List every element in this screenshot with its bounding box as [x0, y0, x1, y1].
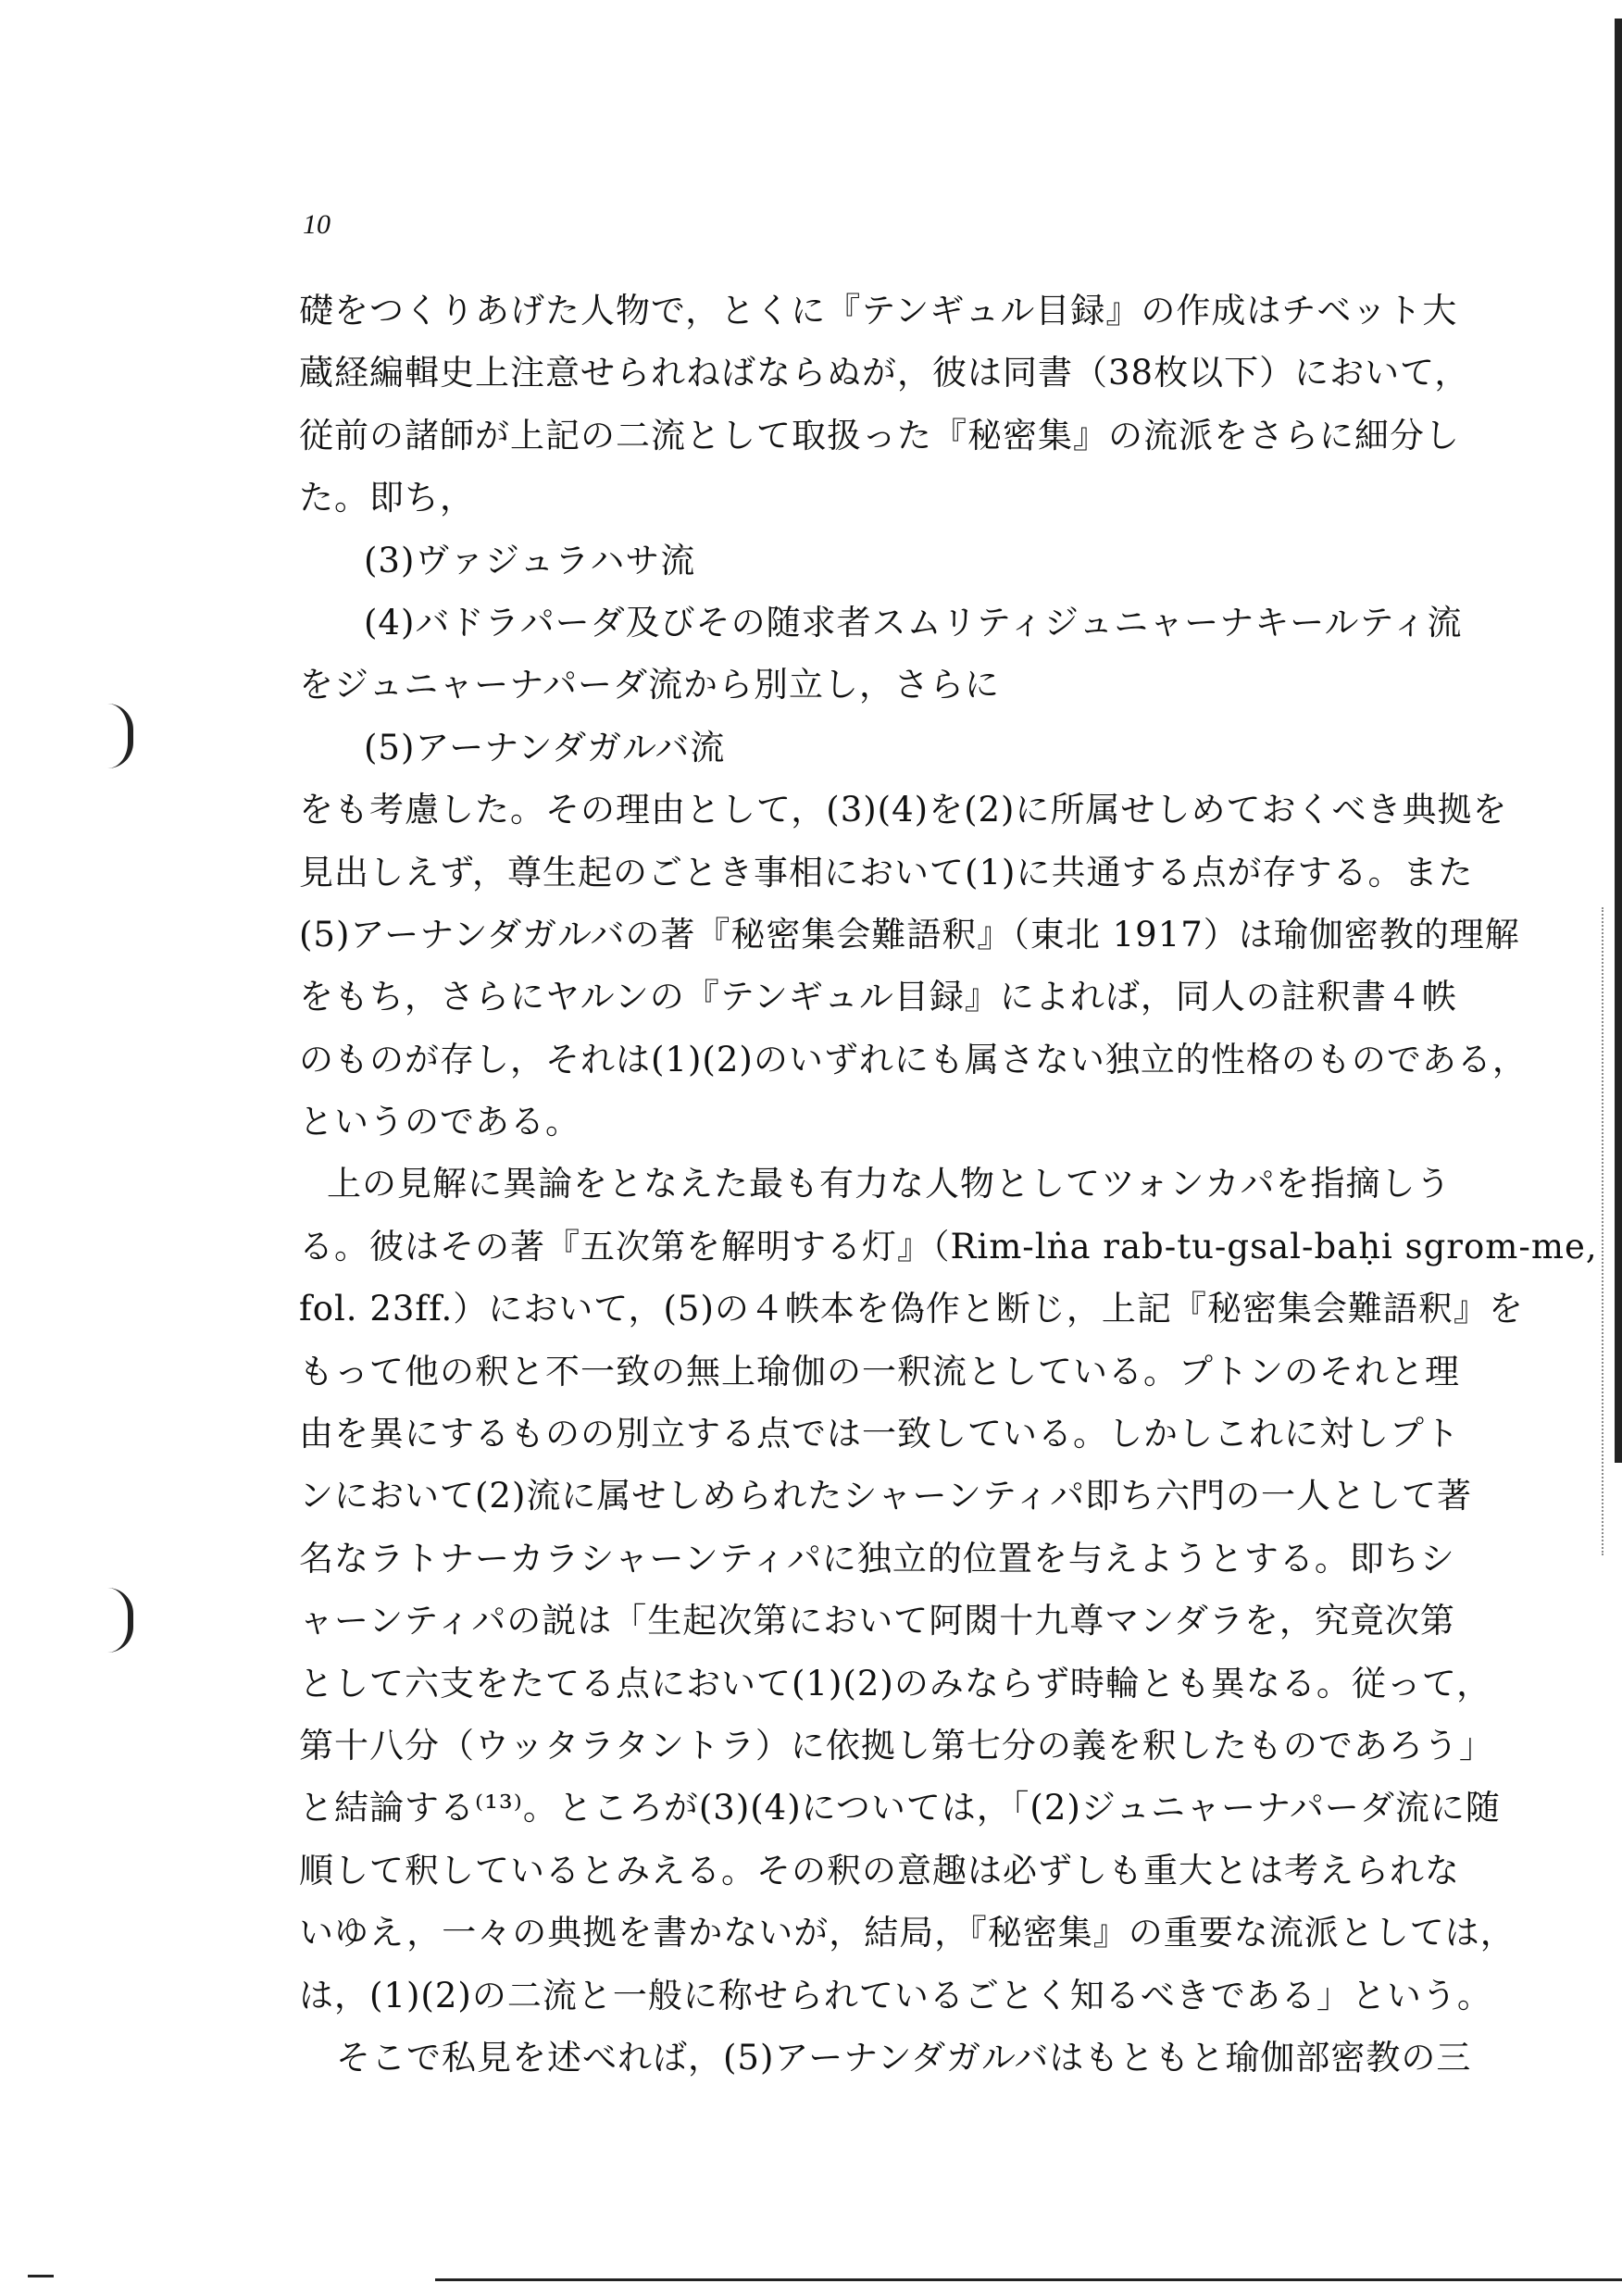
bottom-edge-mark	[28, 2275, 54, 2277]
text-line: をも考慮した。その理由として，(3)(4)を(2)に所属せしめておくべき典拠を	[299, 790, 1508, 830]
text-line: 順して釈しているとみえる。その釈の意趣は必ずしも重大とは考えられな	[299, 1850, 1460, 1890]
text-line: 蔵経編輯史上注意せられねばならぬが，彼は同書（38枚以下）において，	[299, 353, 1470, 393]
list-item: (5)アーナンダガルバ流	[364, 727, 726, 767]
text-line: 第十八分（ウッタラタントラ）に依拠し第七分の義を釈したものであろう」	[299, 1725, 1494, 1766]
paragraph-start: 上の見解に異論をとなえた最も有力な人物としてツォンカパを指摘しう	[327, 1164, 1452, 1204]
text-line: というのである。	[299, 1102, 580, 1142]
text-line: ャーンティパの説は「生起次第において阿閦十九尊マンダラを，究竟次第	[299, 1601, 1455, 1641]
text-line: もって他の釈と不一致の無上瑜伽の一釈流としている。プトンのそれと理	[299, 1351, 1460, 1391]
body-text	[299, 280, 1598, 2089]
text-line: fol. 23ff.）において，(5)の４帙本を偽作と断じ，上記『秘密集会難語釈』を	[299, 1289, 1524, 1329]
binding-hole-mark	[107, 704, 133, 768]
page-number: 10	[303, 209, 331, 240]
text-line: のものが存し，それは(1)(2)のいずれにも属さない独立的性格のものである，	[299, 1039, 1528, 1079]
text-line: 見出しえず，尊生起のごとき事相において(1)に共通する点が存する。また	[299, 852, 1474, 892]
text-line: 礎をつくりあげた人物で，とくに『テンギュル目録』の作成はチベット大	[299, 291, 1458, 331]
text-line: は，(1)(2)の二流と一般に称せられているごとく知るべきである」という。	[299, 1975, 1492, 2015]
text-line: 名なラトナーカラシャーンティパに独立的位置を与えようとする。即ちシ	[299, 1538, 1455, 1578]
binding-hole-mark	[107, 1588, 133, 1653]
text-line: として六支をたてる点において(1)(2)のみならず時輪とも異なる。従って，	[299, 1663, 1492, 1703]
text-line: る。彼はその著『五次第を解明する灯』（Rim-lṅa rab-tu-gsal-baḥi sgrom-me,	[299, 1226, 1598, 1267]
scan-artifact	[1602, 907, 1605, 1555]
text-line: をジュニャーナパーダ流から別立し，さらに	[299, 665, 1001, 705]
text-line: いゆえ，一々の典拠を書かないが，結局，『秘密集』の重要な流派としては，	[299, 1913, 1516, 1953]
text-line: 由を異にするものの別立する点では一致している。しかしこれに対しプト	[299, 1414, 1460, 1454]
text-line: をもち，さらにヤルンの『テンギュル目録』によれば，同人の註釈書４帙	[299, 977, 1457, 1017]
paragraph-start: そこで私見を述べれば，(5)アーナンダガルバはもともと瑜伽部密教の三	[336, 2037, 1472, 2078]
text-line: 従前の諸師が上記の二流として取扱った『秘密集』の流派をさらに細分し	[299, 415, 1460, 455]
text-line: (5)アーナンダガルバの著『秘密集会難語釈』（東北 1917）は瑜伽密教的理解	[299, 914, 1520, 955]
list-item: (3)ヴァジュラハサ流	[364, 540, 696, 580]
page-edge-shadow	[1615, 19, 1622, 1463]
bottom-edge-line	[435, 2278, 1622, 2281]
text-line: ンにおいて(2)流に属せしめられたシャーンティパ即ち六門の一人として著	[299, 1476, 1472, 1516]
list-item: (4)バドラパーダ及びその随求者スムリティジュニャーナキールティ流	[364, 602, 1463, 643]
text-line: と結論する⁽¹³⁾。ところが(3)(4)については，「(2)ジュニャーナパーダ流に随	[299, 1788, 1501, 1828]
text-line: た。即ち，	[299, 478, 475, 518]
